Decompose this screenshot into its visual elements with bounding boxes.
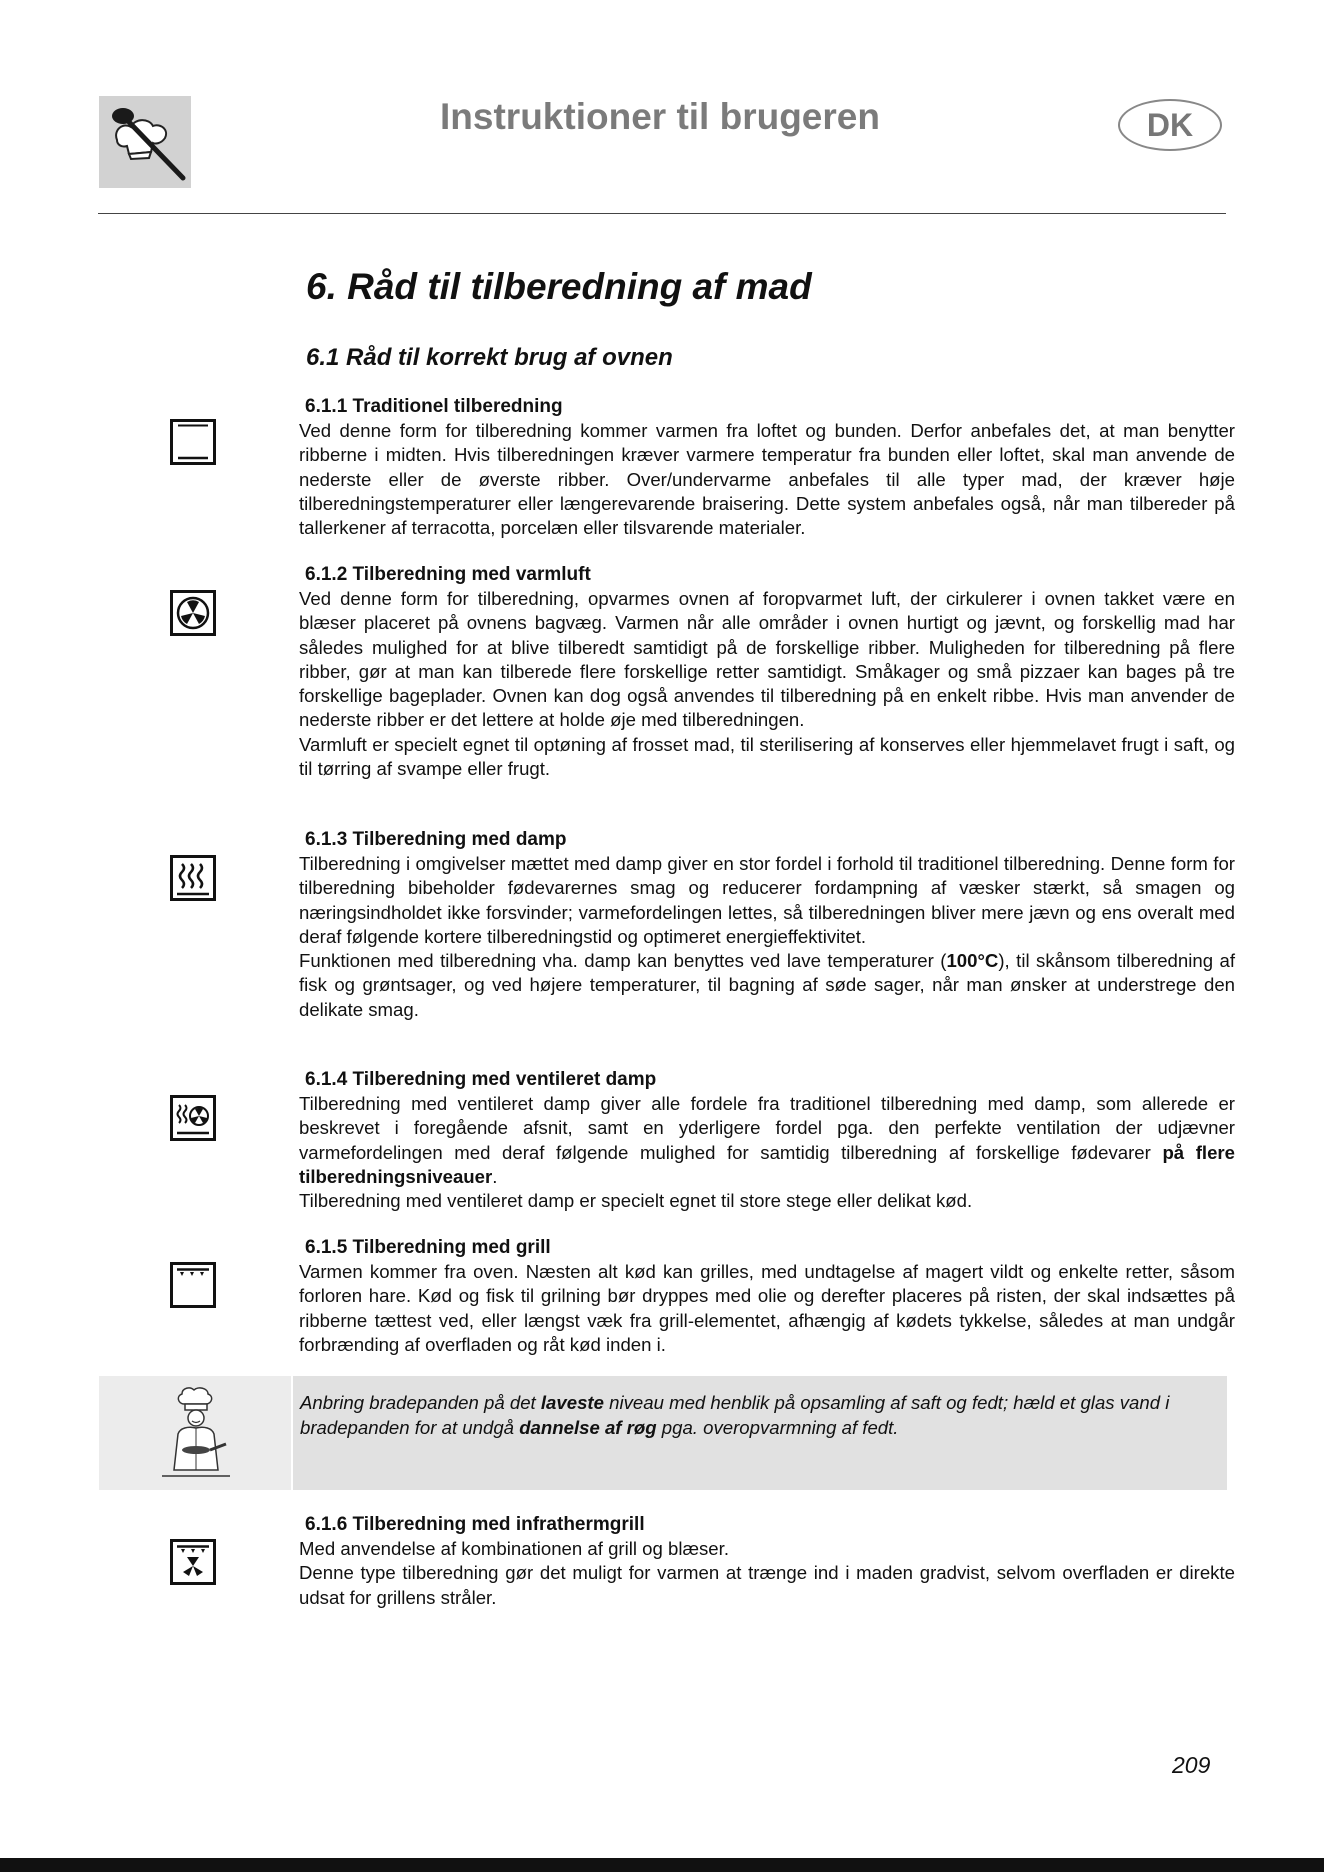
subsection-heading: 6.1.5 Tilberedning med grill — [305, 1237, 551, 1258]
subsection-heading: 6.1.3 Tilberedning med damp — [305, 829, 567, 850]
subsection-infrathermgrill — [299, 1513, 1235, 1610]
subsection-text: Denne type tilberedning gør det muligt for varmen at trænge ind i maden gradvist, selvom overfladen er direkte udsat for grillens stråler. — [299, 1562, 1235, 1608]
traditional-oven-icon — [169, 418, 217, 466]
subsection-damp — [299, 828, 1235, 1022]
subsection-text: Tilberedning med ventileret damp er specielt egnet til store stege eller delikat kød. — [299, 1190, 973, 1212]
section-title: 6.1 Råd til korrekt brug af ovnen — [306, 344, 673, 371]
chef-icon — [156, 1384, 236, 1484]
fan-oven-icon — [169, 589, 217, 637]
subsection-heading: 6.1.2 Tilberedning med varmluft — [305, 564, 591, 585]
language-badge: DK — [1118, 99, 1222, 151]
subsection-text: Tilberedning med ventileret damp giver alle fordele fra traditionel tilberedning med damp, som allerede er beskrevet i foregående afsnit, samt en yderligere fordel pga. den perfekte ventilation der udjævner varmefordelingen med deraf følgende mulighed for samtidig tilberedning af forskellige fødevarer på flere tilberedningsniveauer. — [299, 1093, 1236, 1187]
subsection-heading: 6.1.1 Traditionel tilberedning — [305, 396, 563, 417]
header-title: Instruktioner til brugeren — [440, 96, 880, 137]
infratherm-grill-icon — [169, 1538, 217, 1586]
subsection-heading: 6.1.4 Tilberedning med ventileret damp — [305, 1069, 657, 1090]
subsection-traditionel — [299, 395, 1235, 540]
grill-icon — [169, 1261, 217, 1309]
subsection-heading: 6.1.6 Tilberedning med infrathermgrill — [305, 1514, 645, 1535]
subsection-text: Ved denne form for tilberedning kommer varmen fra loftet og bunden. Derfor anbefales det, at man benytter ribberne i midten. Hvis tilberedningen kræver varmere temperatur fra bunden eller loftet, skal man anvende de nederste eller de øverste ribber. Over/undervarme anbefales til alle typer mad, der kræver høje tilberedningstemperaturer eller længerevarende braisering. Dette system anbefales også, når man tilbereder på tallerkener af terracotta, porcelæn eller tilsvarende materialer. — [299, 420, 1235, 539]
steam-icon — [169, 854, 217, 902]
page-number: 209 — [1172, 1752, 1211, 1778]
spoon-chef-hat-logo-icon — [99, 96, 191, 188]
subsection-ventileret-damp — [299, 1068, 1235, 1213]
bottom-edge-bar — [0, 1858, 1324, 1872]
tip-divider — [291, 1376, 293, 1490]
subsection-grill — [299, 1236, 1235, 1357]
subsection-text: Tilberedning i omgivelser mættet med damp giver en stor fordel i forhold til traditionel tilberedning. Denne form for tilberedning bibeholder fødevarernes smag og reducerer fordampning af væsker stærkt, så smagen og næringsindholdet ikke forsvinder; varmefordelingen lettes, så tilberedningen bliver mere jævn og ens overalt med deraf følgende kortere tilberedningstid og optimeret energieffektivitet. — [299, 853, 1235, 947]
ventilated-steam-icon — [169, 1094, 217, 1142]
subsection-text: Med anvendelse af kombinationen af grill og blæser. — [299, 1538, 729, 1559]
subsection-text: Funktionen med tilberedning vha. damp kan benyttes ved lave temperaturer (100°C), til skånsom tilberedning af fisk og grøntsager, og ved højere temperaturer, til bagning af søde sager, når man ønsker at understrege den delikate smag. — [299, 950, 1235, 1020]
subsection-text: Ved denne form for tilberedning, opvarmes ovnen af foropvarmet luft, der cirkulerer i ovnen takket være en blæser placeret på ovnens bagvæg. Varmen når alle områder i ovnen hurtigt og jævnt, og forskellig mad har således mulighed for at blive tilberedt samtidigt på de forskellige ribber. Muligheden for tilberedning på flere ribber, gør at man kan tilberede flere forskellige retter samtidigt. Småkager og små pizzaer kan bages på tre forskellige bageplader. Ovnen kan dog også anvendes til tilberedning på en enkelt ribbe. Hvis man anvender de nederste ribber er det lettere at holde øje med tilberedningen. — [299, 588, 1235, 731]
subsection-varmluft — [299, 563, 1235, 781]
tip-note-text: Anbring bradepanden på det laveste niveau med henblik på opsamling af saft og fedt; hæld et glas vand i bradepanden for at undgå dannelse af røg pga. overopvarmning af fedt. — [300, 1392, 1170, 1438]
subsection-text: Varmen kommer fra oven. Næsten alt kød kan grilles, med undtagelse af magert vildt og enkelte retter, såsom forloren hare. Kød og fisk til grilning bør dryppes med olie og derefter placeres på risten, der skal indsættes på ribberne tættest ved, eller længst væk fra grill-elementet, afhængig af kødets tykkelse, således at man undgår forbrænding af overfladen og råt kød inden i. — [299, 1261, 1235, 1355]
header-divider — [98, 213, 1226, 214]
temperature-value: 100°C — [946, 950, 999, 972]
subsection-text: Varmluft er specielt egnet til optøning af frosset mad, til sterilisering af konserves eller hjemmelavet frugt i saft, og til tørring af svampe eller frugt. — [299, 733, 1235, 780]
chapter-title: 6. Råd til tilberedning af mad — [306, 266, 812, 307]
